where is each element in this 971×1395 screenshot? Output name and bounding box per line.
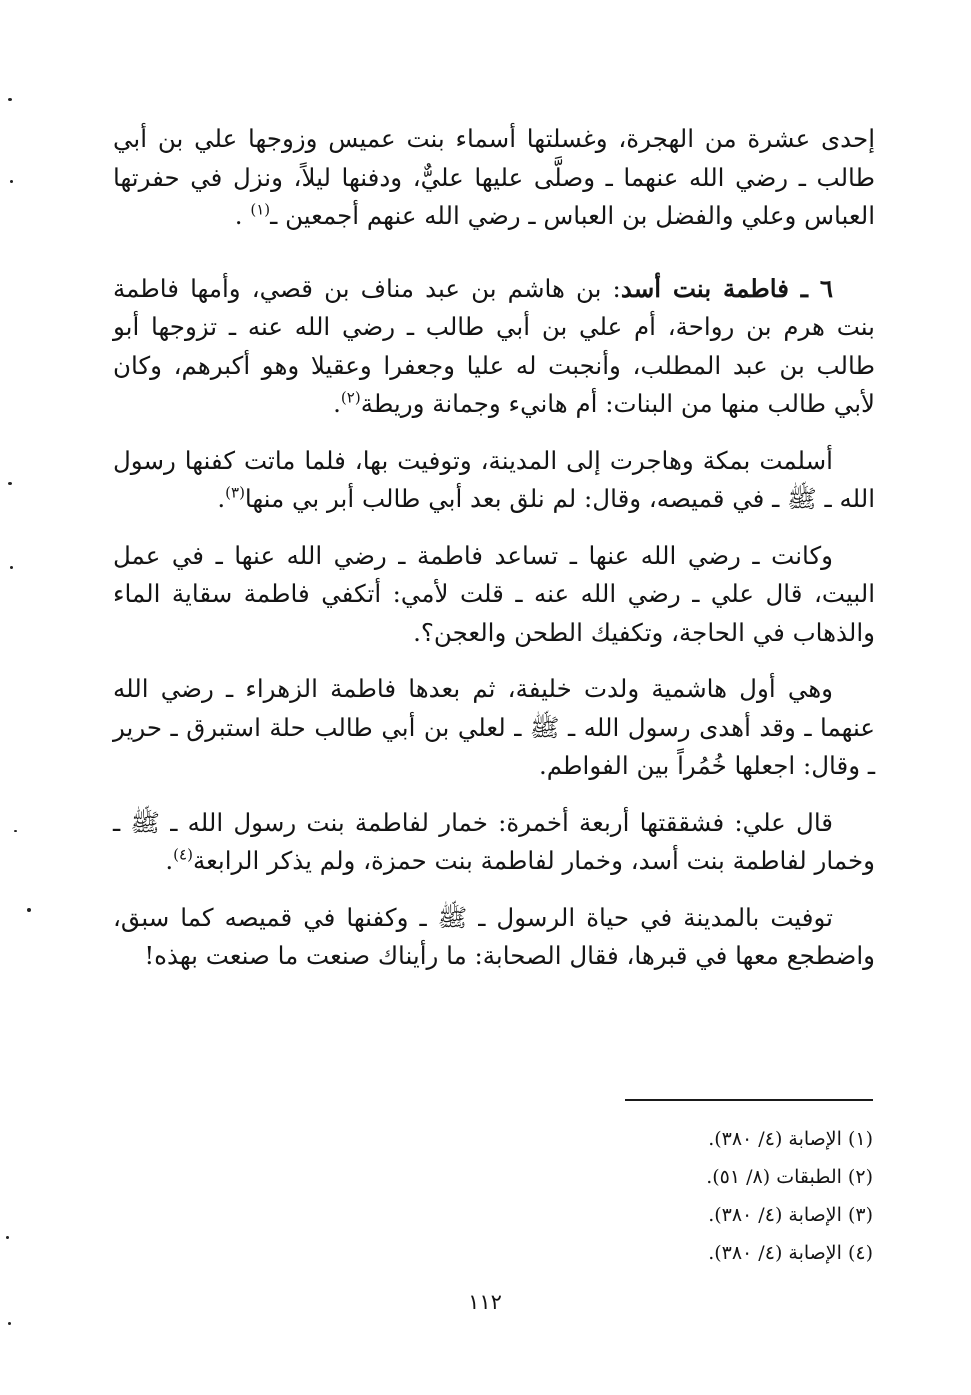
- footnote-1: (١) الإصابة (٤/ ٣٨٠).: [708, 1128, 873, 1150]
- scan-speck: [8, 482, 12, 485]
- footnote-divider: [625, 1099, 873, 1101]
- footnote-ref-1: (١): [250, 200, 271, 219]
- scan-speck: [27, 908, 31, 912]
- scan-speck: [14, 830, 17, 832]
- scan-speck: [8, 1322, 11, 1325]
- footnote-ref-4: (٤): [173, 845, 193, 864]
- paragraph-3: [113, 442, 875, 519]
- paragraph-6: [113, 804, 875, 881]
- paragraph-2-text: : بن هاشم بن عبد مناف بن قصي، وأمها فاطمة بنت هرم بن رواحة، أم علي بن أبي طالب ـ رضي الله عنه ـ تزوجها أبو طالب بن عبد المطلب، وأنجبت له عليا وجعفرا وعقيلا وهو أكبرهم، وكان لأبي طالب منها من البنات: أم هانيء وجمانة وريطة: [113, 273, 875, 418]
- paragraph-2: [113, 270, 875, 424]
- footnote-ref-2: (٢): [340, 388, 361, 407]
- paragraph-6-end: .: [165, 846, 174, 875]
- scan-speck: [8, 98, 12, 101]
- footnote-4: (٤) الإصابة (٤/ ٣٨٠).: [708, 1242, 873, 1264]
- paragraph-2-end: .: [333, 389, 341, 418]
- footnotes: [440, 1120, 873, 1272]
- footnote-3: (٣) الإصابة (٤/ ٣٨٠).: [708, 1204, 873, 1226]
- scan-speck: [6, 1236, 9, 1239]
- paragraph-3-text: أسلمت بمكة وهاجرت إلى المدينة، وتوفيت بها، فلما ماتت كفنها رسول الله ـ ﷺ ـ في قميصه، وقال: لم نلق بعد أبي طالب أبر بي منها: [113, 445, 875, 513]
- paragraph-1-text: إحدى عشرة من الهجرة، وغسلتها أسماء بنت عميس وزوجها علي بن أبي طالب ـ رضي الله عنهما ـ وصلَّى عليها عليٌّ، ودفنها ليلاً، ونزل في حفرتها العباس وعلي والفضل بن العباس ـ رضي الله عنهم أجمعين ـ: [113, 124, 875, 230]
- paragraph-7: توفيت بالمدينة في حياة الرسول ـ ﷺ ـ وكفنها في قميصه كما سبق، واضطجع معها في قبرها، فقال الصحابة: ما رأيناك صنعت ما صنعت بهذه!: [113, 902, 875, 970]
- paragraph-1-end: .: [234, 201, 251, 230]
- paragraph-3-end: .: [217, 484, 226, 513]
- footnote-2: (٢) الطبقات (٨/ ٥١).: [706, 1166, 873, 1188]
- section-heading: ٦ ـ فاطمة بنت أسد: [620, 273, 833, 303]
- main-text: [113, 120, 875, 976]
- page-number: ١١٢: [468, 1290, 502, 1314]
- footnote-ref-3: (٣): [225, 483, 245, 502]
- paragraph-6-text: قال علي: فشققتها أربعة أخمرة: خمار لفاطمة بنت رسول الله ـ ﷺ ـ وخمار لفاطمة بنت أسد، وخمار لفاطمة بنت حمزة، ولم يذكر الرابعة: [113, 807, 875, 875]
- paragraph-5: وهي أول هاشمية ولدت خليفة، ثم بعدها فاطمة الزهراء ـ رضي الله عنهما ـ وقد أهدى رسول الله ـ ﷺ ـ لعلي بن أبي طالب حلة استبرق ـ حرير ـ وقال: اجعلها خُمُراً بين الفواطم.: [113, 674, 875, 780]
- paragraph-4: وكانت ـ رضي الله عنها ـ تساعد فاطمة ـ رضي الله عنها ـ في عمل البيت، قال علي ـ رضي الله عنه ـ قلت لأمي: أتكفي فاطمة سقاية الماء والذهاب في الحاجة، وتكفيك الطحن والعجن؟.: [113, 540, 875, 647]
- scan-speck: [10, 566, 13, 569]
- paragraph-1: [113, 120, 875, 236]
- scan-speck: [10, 180, 13, 183]
